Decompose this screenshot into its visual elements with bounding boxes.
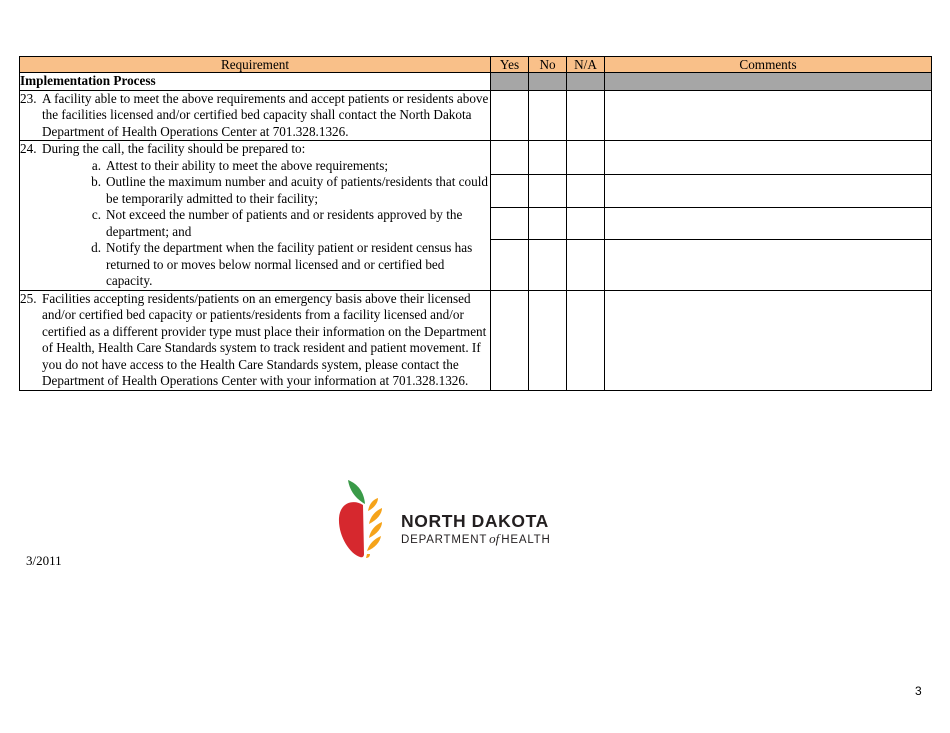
table-row-item-23 — [20, 90, 932, 141]
logo-subtitle-b: HEALTH — [501, 534, 551, 546]
no-cell[interactable] — [529, 175, 567, 207]
requirement-25 — [20, 290, 491, 390]
no-cell[interactable] — [529, 290, 567, 390]
item-number: 25. — [20, 290, 37, 306]
item-number: 23. — [20, 90, 37, 106]
section-no-cell — [529, 73, 567, 91]
no-cell[interactable] — [529, 207, 567, 239]
requirement-23 — [20, 90, 491, 141]
section-comments-cell — [605, 73, 932, 91]
item-text: During the call, the facility should be prepared to: — [42, 141, 306, 156]
logo-subtitle-of: of — [489, 531, 500, 546]
item-number: 24. — [20, 141, 37, 156]
comments-cell[interactable] — [605, 207, 932, 239]
no-cell[interactable] — [529, 239, 567, 290]
header-no: No — [529, 57, 567, 73]
page-number: 3 — [915, 684, 922, 698]
section-na-cell — [567, 73, 605, 91]
sub-text: Attest to their ability to meet the above requirements; — [106, 157, 388, 173]
logo-subtitle-a: DEPARTMENT — [401, 534, 488, 546]
logo-subtitle — [401, 531, 551, 547]
no-cell[interactable] — [529, 90, 567, 141]
yes-cell[interactable] — [491, 175, 529, 207]
table-row-item-24-intro — [20, 141, 932, 175]
na-cell[interactable] — [567, 239, 605, 290]
item-text: A facility able to meet the above requirements and accept patients or residents above the facilities licensed and/or certified bed capacity shall contact the North Dakota Department of Health Operations Center at 701.328.1326. — [42, 90, 489, 139]
revision-date: 3/2011 — [26, 553, 62, 568]
na-cell[interactable] — [567, 90, 605, 141]
header-row — [20, 57, 932, 73]
header-yes: Yes — [491, 57, 529, 73]
header-na: N/A — [567, 57, 605, 73]
header-comments: Comments — [605, 57, 932, 73]
requirements-table — [19, 56, 932, 391]
sub-text: Not exceed the number of patients and or residents approved by the department; and — [106, 207, 463, 239]
sub-text: Outline the maximum number and acuity of patients/residents that could be temporarily admitted to their facility; — [106, 174, 488, 206]
sub-label: c. — [91, 207, 101, 222]
comments-cell[interactable] — [605, 90, 932, 141]
nd-health-logo — [336, 478, 586, 560]
sub-label: d. — [91, 240, 101, 255]
yes-cell[interactable] — [491, 290, 529, 390]
comments-cell[interactable] — [605, 141, 932, 175]
sub-label: a. — [91, 157, 101, 173]
yes-cell[interactable] — [491, 90, 529, 141]
section-yes-cell — [491, 73, 529, 91]
na-cell[interactable] — [567, 175, 605, 207]
comments-cell[interactable] — [605, 290, 932, 390]
sub-text: Notify the department when the facility patient or resident census has returned to or moves below normal licensed and or certified bed capacity. — [106, 240, 473, 288]
na-cell[interactable] — [567, 290, 605, 390]
requirement-24 — [20, 141, 491, 291]
section-title: Implementation Process — [20, 73, 491, 91]
logo-title: NORTH DAKOTA — [401, 511, 549, 531]
yes-cell[interactable] — [491, 207, 529, 239]
sub-label: b. — [91, 174, 101, 189]
comments-cell[interactable] — [605, 175, 932, 207]
na-cell[interactable] — [567, 141, 605, 175]
yes-cell[interactable] — [491, 239, 529, 290]
table-row-item-25 — [20, 290, 932, 390]
section-row — [20, 73, 932, 91]
header-requirement: Requirement — [20, 57, 491, 73]
apple-wheat-icon — [336, 478, 396, 560]
na-cell[interactable] — [567, 207, 605, 239]
comments-cell[interactable] — [605, 239, 932, 290]
item-text: Facilities accepting residents/patients on an emergency basis above their licensed and/or certified bed capacity or patients/residents from a facility licensed and/or certified as a different provider type must place their information on the Department of Health, Health Care Standards system to track resident and patient movement. If you do not have access to the Health Care Standards system, please contact the Department of Health Operations Center with your information at 701.328.1326. — [42, 290, 487, 388]
yes-cell[interactable] — [491, 141, 529, 175]
no-cell[interactable] — [529, 141, 567, 175]
